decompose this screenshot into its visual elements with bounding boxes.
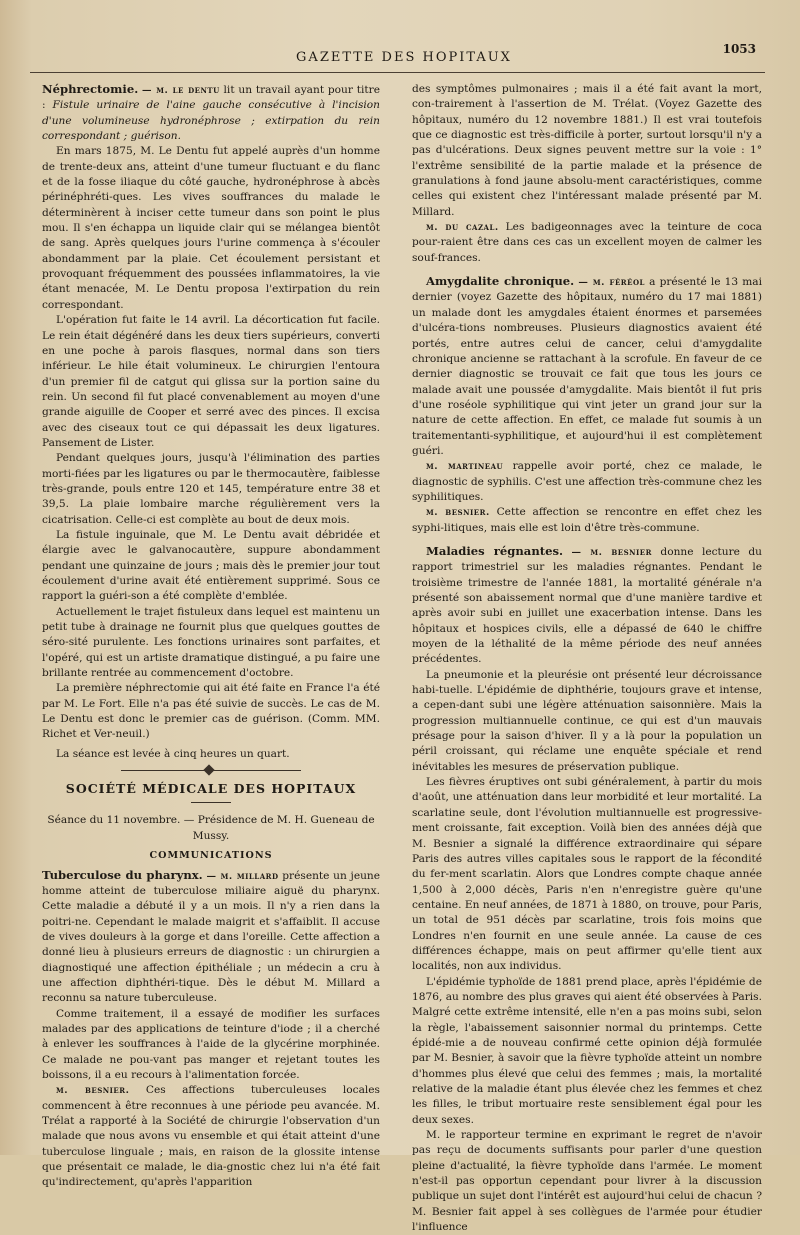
section-divider <box>121 770 301 771</box>
tuberculose-paragraph-2: Comme traitement, il a essayé de modifier les surfaces malades par des applications de teinture d'iode ; il a cherché à enlever les souffrances à l'aide de la glycérine morphinée. Ce malade ne pou-vant pas manger et rejetant toutes les boissons, il a eu recours à l'alimentation forcée. <box>42 1007 380 1081</box>
maladies-intro <box>412 544 762 668</box>
tuberculose-paragraph-1: présente un jeune homme atteint de tuberculose miliaire aiguë du pharynx. Cette maladie a débuté il y a un mois. Il n'y a rien dans la poitri-ne. Cependant le malade maigrit et s'affaiblit. Il accuse de vives douleurs à la gorge et dans l'oreille. Cette affection a donné lieu à plusieurs erreurs de diagnostic : un chirurgien a diagnostiqué une affection épithéliale ; un médecin a cru à une affection diphthéri-tique. Dès le début M. Millard a reconnu sa nature tuberculeuse. <box>42 869 381 1005</box>
martineau-author: m. martineau <box>426 461 504 473</box>
nephrectomie-paragraph-3: Pendant quelques jours, jusqu'à l'élimination des parties morti-fiées par les ligatures ou par le thermocautère, faiblesse très-grande, pouls entre 120 et 145, température entre 38 et 39,5. La plaie lombaire marche régulièrement vers la cicatrisation. Celle-ci est complète au bout de deux mois. <box>42 452 380 526</box>
maladies-paragraph-5: M. le rapporteur termine en exprimant le regret de n'avoir pas reçu de documents suffisants pour parler d'une question pleine d'actualité, la fièvre typhoïde dans l'armée. Le moment n'est-il pas opportun cependant pour livrer à la discussion publique un sujet dont l'intérêt est aujourd'hui celui de chacun ? M. Besnier fait appel à ses collègues de l'armée pour étudier l'influence <box>412 1129 762 1234</box>
besnier-author-3: — m. besnier <box>571 546 652 558</box>
cazal-remark <box>412 220 762 266</box>
maladies-heading: Maladies régnantes. <box>426 543 564 558</box>
nephrectomie-paragraph-4: La fistule inguinale, que M. Le Dentu avait débridée et élargie avec le galvanocautère, suppure abondamment pendant une quinzaine de jours ; mais dès le premier jour tout écoulement d'urine avait été entièrement supprimé. Sous ce rapport la guéri-son a été complète d'emblée. <box>42 528 380 603</box>
nephrectomie-title: Fistule urinaire de l'aine gauche consécutive à l'incision d'une volumineuse hydronéphrose ; extirpation du rein correspondant ; guérison. <box>42 99 380 143</box>
nephrectomie-intro <box>42 82 380 144</box>
besnier-remark-text: Ces affections tuberculeuses locales commencent à être reconnues à une période peu avancée. M. Trélat a rapporté à la Société de chirurgie l'observation d'un malade que nous avons vu ensemble et qui était atteint d'une tuberculose linguale ; mais, en raison de la glossite intense que présentait ce malade, le dia-gnostic chez lui n'a été fait qu'indirectement, qu'après l'apparition <box>42 1084 380 1189</box>
besnier-remark <box>42 1083 380 1190</box>
communications-heading: COMMUNICATIONS <box>149 850 273 862</box>
nephrectomie-paragraph-6: La première néphrectomie qui ait été faite en France l'a été par M. Le Fort. Elle n'a pas été suivie de succès. Le cas de M. Le Dentu est donc le premier cas de guérison. (Comm. MM. Richet et Ver-neuil.) <box>42 682 380 741</box>
tuberculose-intro <box>42 868 380 1007</box>
fereol-author: — m. féréol <box>578 277 645 289</box>
maladies-paragraph-4: L'épidémie typhoïde de 1881 prend place, après l'épidémie de 1876, au nombre des plus graves qui aient été observées à Paris. Malgré cette extrême intensité, elle n'en a pas moins subi, selon la règle, l'abaissement saisonnier normal du printemps. Cette épidé-mie a de nouveau confirmé cette opinion déjà formulée par M. Besnier, à savoir que la fièvre typhoïde atteint un nombre d'hommes plus élevé que celui des femmes ; mais, la mortalité relative de la maladie étant plus élevée chez les femmes et chez les filles, le tribut mortuaire reste sensiblement égal pour les deux sexes. <box>412 975 762 1126</box>
tuberculose-heading: Tuberculose du pharynx. <box>42 867 203 882</box>
header-rule <box>30 72 765 73</box>
maladies-paragraph-3: Les fièvres éruptives ont subi généralement, à partir du mois d'août, une atténuation dans leur morbidité et leur mortalité. La scarlatine seule, dont l'évolution multiannuelle est progressive-ment croissante, fait exception. Voilà bien des années déjà que M. Besnier a signalé la différence extraordinaire qui sépare Paris des autres villes capitales sous le rapport de la fécondité du fer-ment scarlatin. Alors que Londres compte chaque année 1,500 à 2,000 décès, Paris n'en n'enregistre guère qu'une centaine. En neuf années, de 1871 à 1880, on trouve, pour Paris, un total de 951 décès par scarlatine, trois fois moins que Londres n'en fournit en une seule année. La cause de ces différences échappe, mais on peut affirmer qu'elle tient aux localités, non aux individus. <box>412 776 762 973</box>
nephrectomie-heading: Néphrectomie. <box>42 82 139 96</box>
nephrectomie-paragraph-1: En mars 1875, M. Le Dentu fut appelé auprès d'un homme de trente-deux ans, atteint d'une tumeur fluctuant e du flanc et de la fosse iliaque du côté gauche, hydronéphrose à abcès périnéphréti-ques. Les vives souffrances du malade le déterminèrent à inciser cette tumeur dans son point le plus mou. Il s'en échappa un liquide clair qui se mélangea bientôt de sang. Après quelques jours l'urine commença à s'écouler abondamment par la plaie. Cet écoulement persistant et provoquant fréquemment des poussées inflammatoires, la vie étant menacée, M. Le Dentu proposa l'extirpation du rein correspondant. <box>42 145 380 311</box>
amygdalite-paragraph-1: a présenté le 13 mai dernier (voyez Gazette des hôpitaux, numéro du 17 mai 1881) un malade dont les amygdales étaient énormes et parsemées d'ulcéra-tions nombreuses. Plusieurs diagnostics avaient été portés, entre autres celui de cancer, celui d'amygdalite chronique ancienne se rattachant à la scrofule. En faveur de ce dernier diagnostic se trouvait ce fait que tous les jours ce malade avait une poussée d'amygdalite. Mais bientôt il fut pris d'une roséole syphilitique qui vint jeter un grand jour sur la nature de cette affection. En effet, ce malade fut soumis à un traitementanti-syphilitique, et aujourd'hui il est complètement guéri. <box>412 276 763 457</box>
running-title: GAZETTE DES HOPITAUX <box>296 50 512 65</box>
session-line: Séance du 11 novembre. — Présidence de M. H. Gueneau de Mussy. <box>47 814 375 842</box>
right-column <box>412 82 762 1235</box>
amygdalite-intro <box>412 274 762 459</box>
martineau-remark <box>412 459 762 505</box>
besnier-author-2: m. besnier. <box>426 507 490 519</box>
page-number: 1053 <box>722 42 756 56</box>
martineau-remark-text: rappelle avoir porté, chez ce malade, le diagnostic de syphilis. C'est une affection très-commune chez les syphilitiques. <box>412 460 762 503</box>
page-header <box>30 42 778 72</box>
short-rule <box>191 802 231 803</box>
nephrectomie-paragraph-2: L'opération fut faite le 14 avril. La décortication fut facile. Le rein était dégénéré dans les deux tiers supérieurs, converti en une poche à parois flasques, normal dans son tiers inférieur. Le hile était volumineux. Le chirurgien l'entoura d'un premier fil de catgut qui glissa sur la portion saine du rein. Un second fil fut placé convenablement au moyen d'une grande aiguille de Cooper et serré avec des pinces. Il excisa avec des ciseaux tout ce qui dépassait les deux ligatures. Pansement de Lister. <box>42 314 380 449</box>
besnier-author: m. besnier. <box>56 1085 130 1097</box>
besnier-amygdalite-remark <box>412 505 762 536</box>
maladies-paragraph-1: donne lecture du rapport trimestriel sur les maladies régnantes. Pendant le troisième trimestre de l'année 1881, la mortalité générale n'a présenté son abaissement normal que d'une manière tardive et après avoir subi en juillet une exacerbation intense. Dans les hôpitaux et hospices civils, elle a dépassé de 640 le chiffre moyen de la léthalité de la même période des neuf années précédentes. <box>412 545 762 666</box>
nephrectomie-paragraph-5: Actuellement le trajet fistuleux dans lequel est maintenu un petit tube à drainage ne fournit plus que quelques gouttes de séro-sité purulente. Les fonctions urinaires sont parfaites, et l'opéré, qui est un artiste dramatique distingué, a pu faire une brillante rentrée au commencement d'octobre. <box>42 605 380 680</box>
le-dentu-author: — m. le dentu <box>142 85 220 96</box>
seance-close: La séance est levée à cinq heures un quart. <box>56 747 290 760</box>
society-title: SOCIÉTÉ MÉDICALE DES HOPITAUX <box>65 781 357 797</box>
amygdalite-heading: Amygdalite chronique. <box>426 274 575 289</box>
left-column <box>42 82 380 1191</box>
continued-paragraph: des symptômes pulmonaires ; mais il a été fait avant la mort, con-trairement à l'assertion de M. Trélat. (Voyez Gazette des hôpitaux, numéro du 12 novembre 1881.) Il est vrai toutefois que ce diagnostic est très-difficile à porter, surtout lorsqu'il n'y a pas d'ulcérations. Deux signes peuvent mettre sur la voie : 1° l'extrême sensibilité de la partie malade et la présence de granulations à fond jaune absolu-ment caractéristiques, comme celles qui existent chez l'intéressant malade présenté par M. Millard. <box>412 83 762 218</box>
nephrectomie-intro-text: lit un travail ayant pour titre : <box>42 84 380 112</box>
millard-author: — m. millard <box>206 870 279 882</box>
du-cazal-author: m. du cazal. <box>426 222 499 234</box>
divider-ornament <box>203 764 214 775</box>
besnier-amygdalite-text: Cette affection se rencontre en effet chez les syphi-litiques, mais elle est loin d'être très-commune. <box>412 506 762 534</box>
cazal-remark-text: Les badigeonnages avec la teinture de coca pour-raient être dans ces cas un excellent moyen de calmer les souf-frances. <box>412 221 762 264</box>
maladies-paragraph-2: La pneumonie et la pleurésie ont présenté leur décroissance habi-tuelle. L'épidémie de diphthérie, toujours grave et intense, a cepen-dant subi une légère atténuation saisonnière. Mais la progression multiannuelle continue, ce qui est d'un mauvais présage pour la saison d'hiver. Il y a là pour la population un péril croissant, qui réclame une enquête spéciale et rend inévitables les mesures de préservation publique. <box>412 668 762 773</box>
